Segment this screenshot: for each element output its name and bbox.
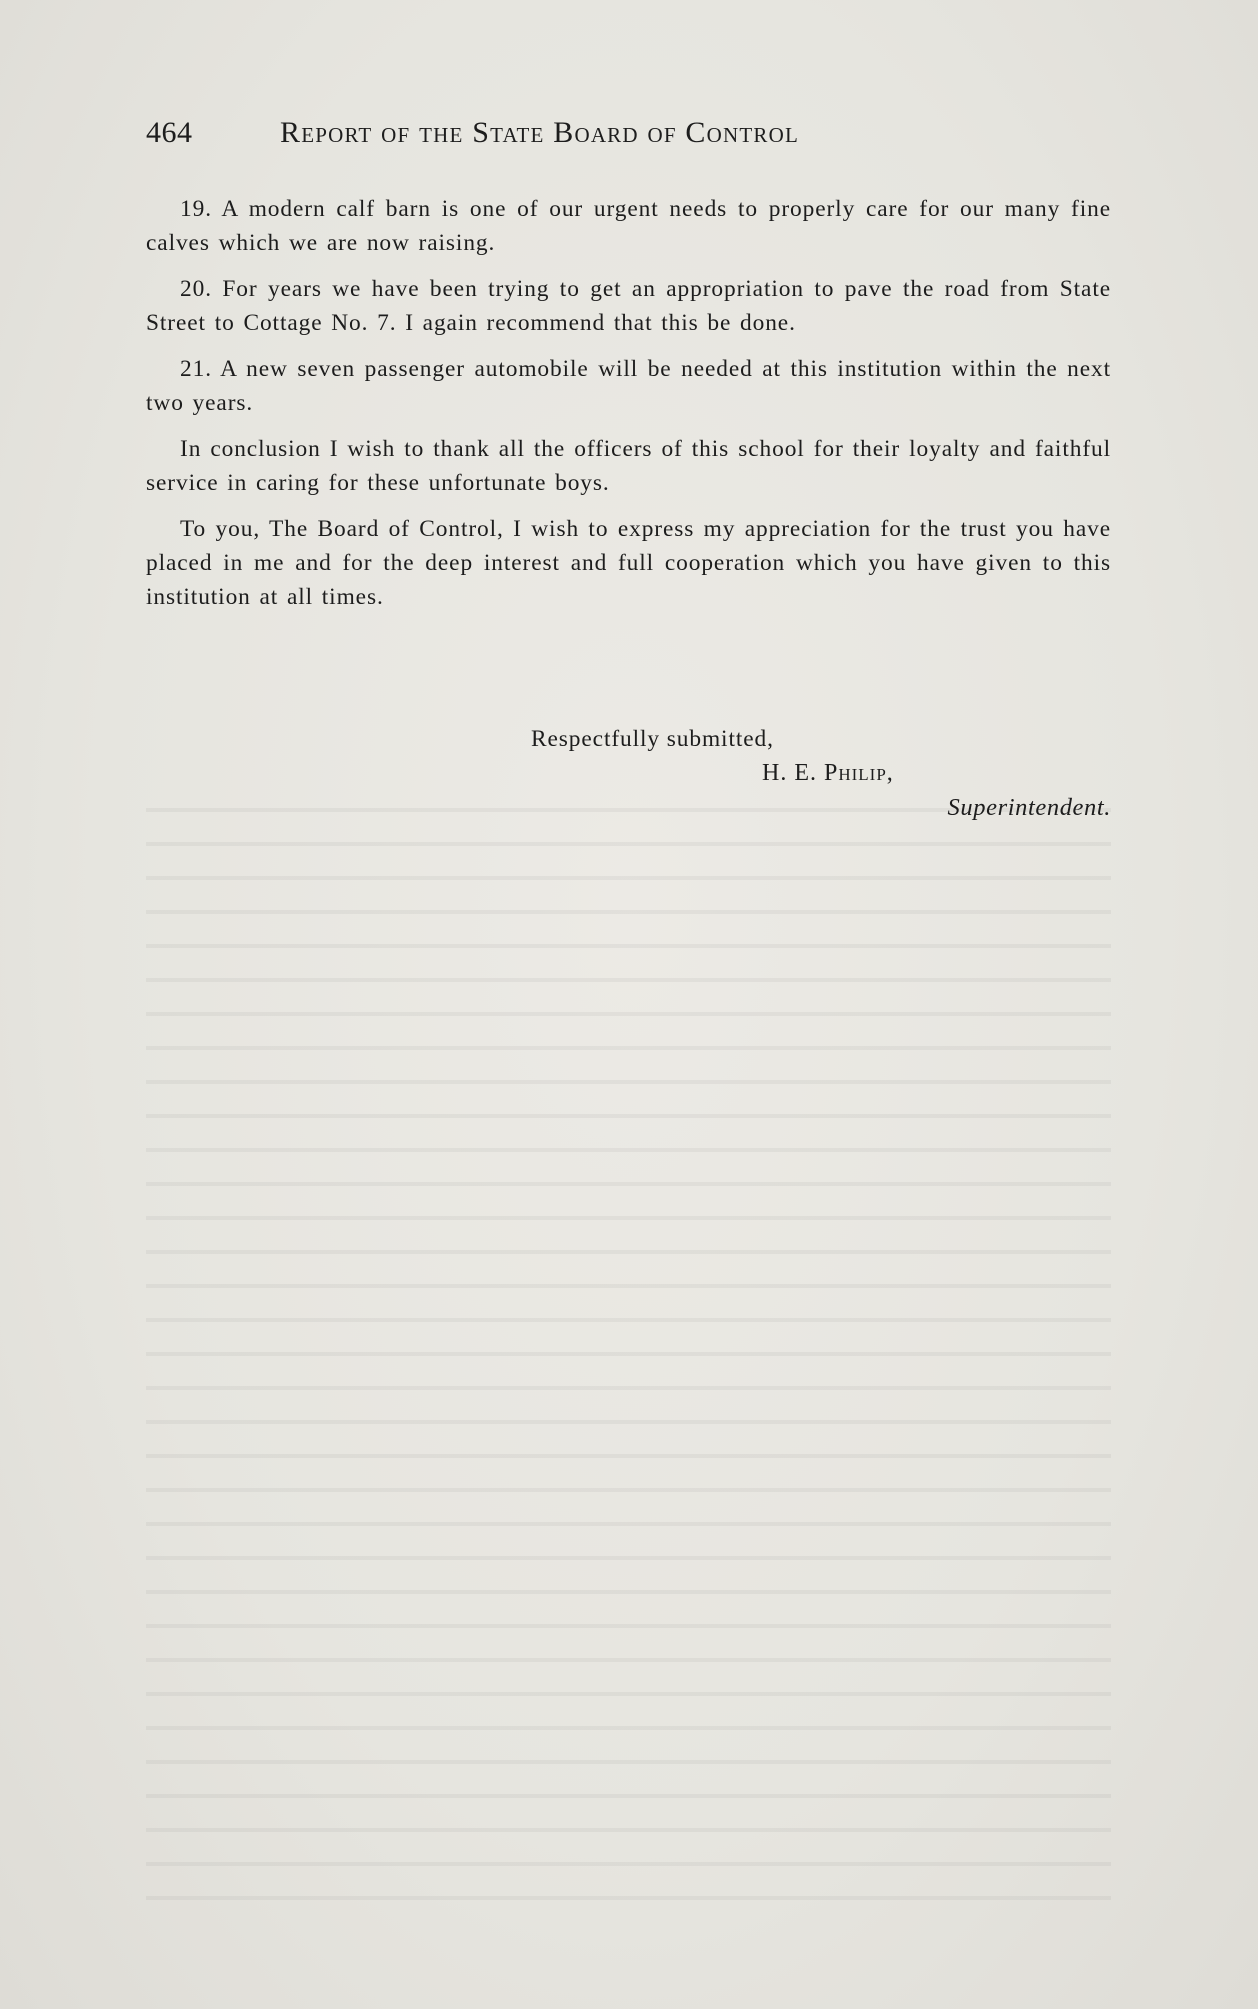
signer-initials: H. E. bbox=[762, 760, 824, 786]
signer-title: Superintendent. bbox=[947, 794, 1111, 821]
paragraph-21: 21. A new seven passenger automobile will be needed at this institution within the next two years. bbox=[146, 356, 1111, 416]
signer-surname: Philip bbox=[824, 760, 887, 786]
reverse-side-bleed-through bbox=[146, 790, 1111, 1920]
signer-suffix: , bbox=[886, 760, 894, 786]
paragraph-20: 20. For years we have been trying to get an appropriation to pave the road from State Street to Cottage No. 7. I again recommend that this be done. bbox=[146, 276, 1111, 336]
paragraph-conclusion: In conclusion I wish to thank all the officers of this school for their loyalty and faithful service in caring for these unfortunate boys. bbox=[146, 436, 1111, 496]
valediction: Respectfully submitted, bbox=[531, 726, 774, 752]
running-head: Report of the State Board of Control bbox=[280, 116, 799, 149]
paragraph-19: 19. A modern calf barn is one of our urgent needs to properly care for our many fine calves which we are now raising. bbox=[146, 196, 1111, 256]
paragraph-appreciation: To you, The Board of Control, I wish to express my appreciation for the trust you have placed in me and for the deep interest and full cooperation which you have given to this institution at all times. bbox=[146, 516, 1111, 610]
signer-name bbox=[762, 760, 894, 787]
page-number: 464 bbox=[146, 116, 193, 149]
page-header bbox=[146, 116, 1111, 160]
body-text bbox=[146, 192, 1111, 626]
